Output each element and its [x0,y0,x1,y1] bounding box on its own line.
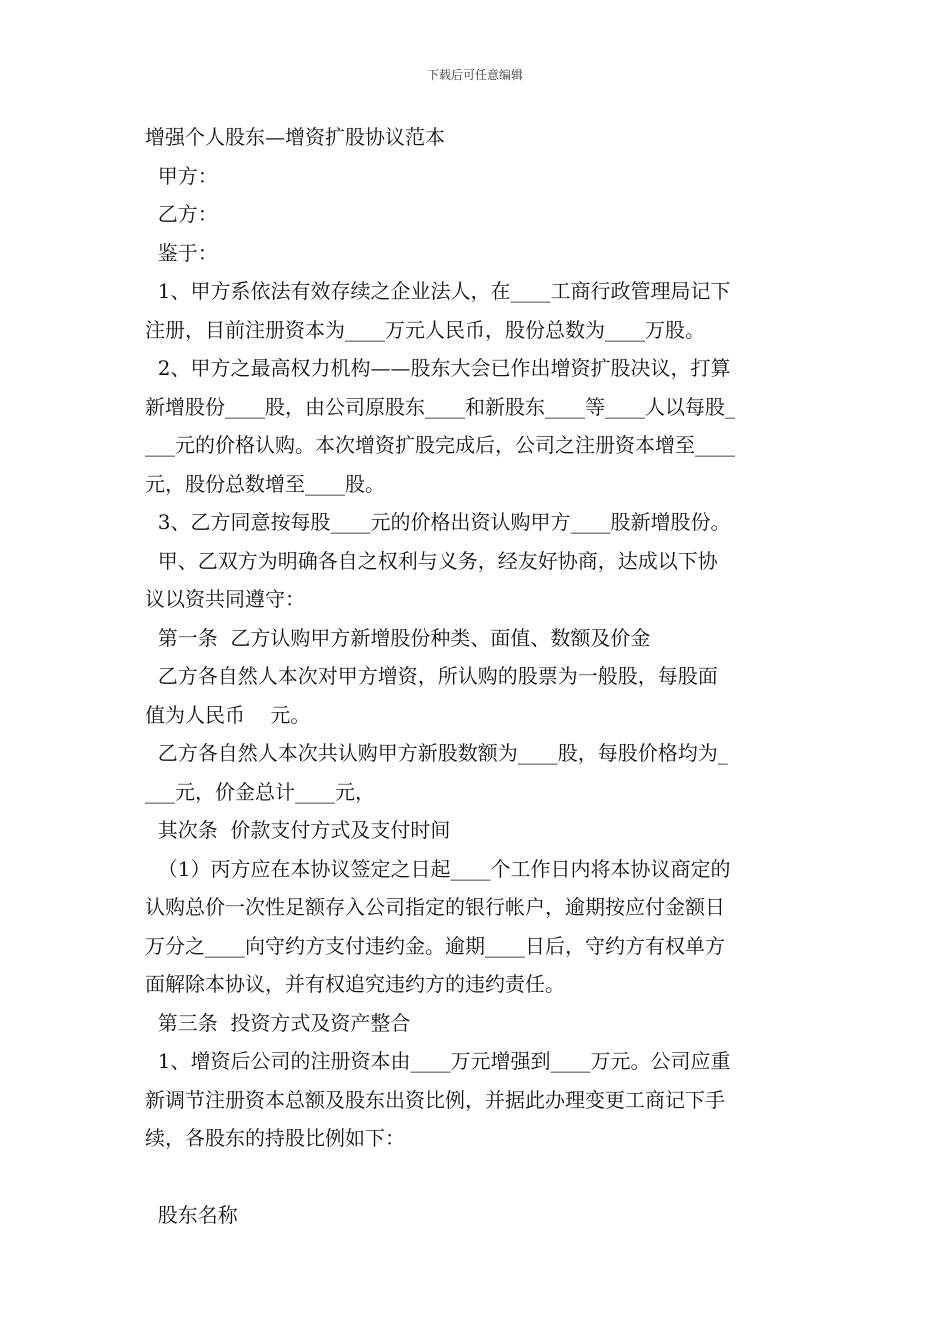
article-2-heading: 其次条 价款支付方式及支付时间 [145,818,451,842]
text-line: 新增股份____股，由公司原股东____和新股东____等____人以每股_ [145,394,735,419]
text-line: 续，各股东的持股比例如下： [145,1126,405,1150]
text-line: 面解除本协议，并有权追究违约方的违约责任。 [145,972,565,996]
page-header-note: 下载后可任意编辑 [426,68,523,82]
article-1-heading: 第一条 乙方认购甲方新增股份种类、面值、数额及价金 [145,625,651,650]
text-line: 乙方各自然人本次共认购甲方新股数额为____股，每股价格均为_ [145,741,728,765]
text-line: 元，股份总数增至____股。 [145,471,385,496]
blank-line [145,1158,815,1197]
text-line: 值为人民币 元。 [145,702,311,727]
text-line: 新调节注册资本总额及股东出资比例，并据此办理变更工商记下手 [145,1087,725,1112]
text-line: （1）丙方应在本协议签定之日起____个工作日内将本协议商定的 [145,856,731,881]
text-line: 乙方各自然人本次对甲方增资，所认购的股票为一般股，每股面 [145,664,718,688]
text-line: 甲、乙双方为明确各自之权利与义务，经友好协商，达成以下协 [145,548,718,573]
shareholder-name-label: 股东名称 [145,1203,238,1227]
text-line: 议以资共同遵守： [145,587,305,611]
text-line: 3、乙方同意按每股____元的价格出资认购甲方____股新增股份。 [145,510,731,534]
text-line: ___元的价格认购。本次增资扩股完成后，公司之注册资本增至____ [145,433,735,457]
article-3-heading: 第三条 投资方式及资产整合 [145,1010,411,1035]
text-line: 2、甲方之最高权力机构——股东大会已作出增资扩股决议，打算 [145,356,731,380]
whereas-heading: 鉴于： [145,240,218,265]
text-line: 注册，目前注册资本为____万元人民币，股份总数为____万股。 [145,317,705,342]
document-title: 增强个人股东—增资扩股协议范本 [145,125,445,149]
text-line: 1、增资后公司的注册资本由____万元增强到____万元。公司应重 [145,1049,731,1073]
party-a-line: 甲方： [145,163,218,188]
text-line: ___元，价金总计____元， [145,779,375,804]
text-line: 万分之____向守约方支付违约金。逾期____日后，守约方有权单方 [145,933,725,958]
text-line: 认购总价一次性足额存入公司指定的银行帐户，逾期按应付金额日 [145,895,725,919]
party-b-line: 乙方： [145,202,218,226]
document-body [145,118,815,1235]
text-line: 1、甲方系依法有效存续之企业法人，在____工商行政管理局记下 [145,279,731,303]
